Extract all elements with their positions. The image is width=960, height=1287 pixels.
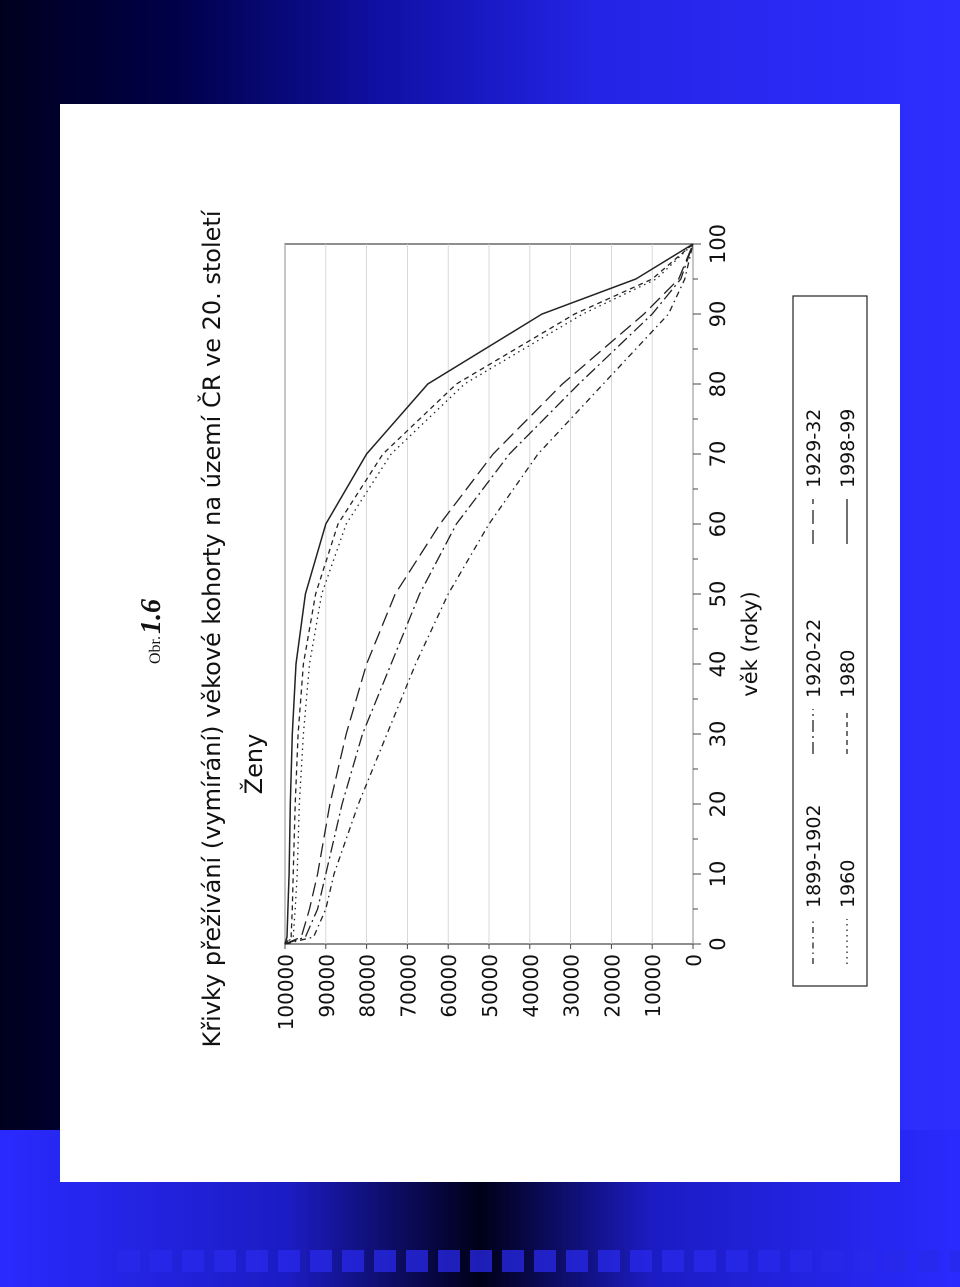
x-tick-label-8: 80 — [706, 370, 730, 398]
legend-label-1920-22: 1920-22 — [803, 618, 825, 698]
y-tick-label-9: 90000 — [314, 954, 339, 1018]
legend-items — [803, 409, 859, 964]
y-axis-ticks — [274, 944, 706, 1030]
x-tick-label-9: 90 — [706, 300, 730, 328]
y-tick-label-0: 0 — [682, 954, 706, 967]
chart-subtitle: Ženy — [240, 733, 268, 795]
grid-lines — [285, 244, 693, 944]
x-axis-label: věk (roky) — [738, 591, 762, 697]
y-tick-label-3: 30000 — [559, 954, 584, 1018]
y-tick-label-10: 100000 — [274, 954, 298, 1031]
survival-curve-chart — [60, 104, 900, 1182]
y-tick-label-5: 50000 — [478, 954, 502, 1018]
x-tick-label-2: 20 — [706, 790, 730, 818]
scanned-figure — [60, 104, 900, 1182]
x-tick-label-7: 70 — [706, 440, 730, 468]
y-tick-label-6: 60000 — [437, 954, 462, 1018]
decorative-square-strip — [118, 1250, 960, 1272]
chart-title: Křivky přežívání (vymírání) věkové kohorty na území ČR ve 20. století — [198, 210, 226, 1048]
x-tick-label-1: 10 — [706, 860, 730, 888]
x-tick-label-5: 50 — [706, 580, 730, 608]
x-tick-label-10: 100 — [706, 223, 730, 265]
legend-label-1980: 1980 — [837, 649, 859, 698]
y-tick-label-1: 10000 — [641, 954, 666, 1018]
legend — [793, 296, 867, 986]
legend-label-1929-32: 1929-32 — [803, 408, 825, 488]
x-tick-label-0: 0 — [706, 937, 730, 951]
legend-label-1960: 1960 — [837, 859, 859, 908]
x-tick-label-6: 60 — [706, 510, 730, 538]
y-tick-label-7: 70000 — [396, 954, 421, 1018]
y-tick-label-8: 80000 — [355, 954, 380, 1018]
legend-label-1998-99: 1998-99 — [837, 408, 859, 488]
y-tick-label-4: 40000 — [518, 954, 543, 1018]
x-axis-ticks — [693, 224, 730, 951]
figure-label-number: 1.6 — [136, 599, 167, 634]
figure-label — [136, 599, 167, 664]
figure-label-prefix: Obr. — [147, 636, 164, 664]
legend-label-1899-1902: 1899-1902 — [803, 804, 825, 908]
x-tick-label-3: 30 — [706, 720, 730, 748]
y-tick-label-2: 20000 — [600, 954, 625, 1018]
svg-text:Obr.1.6 — [136, 599, 167, 664]
x-tick-label-4: 40 — [706, 650, 730, 678]
